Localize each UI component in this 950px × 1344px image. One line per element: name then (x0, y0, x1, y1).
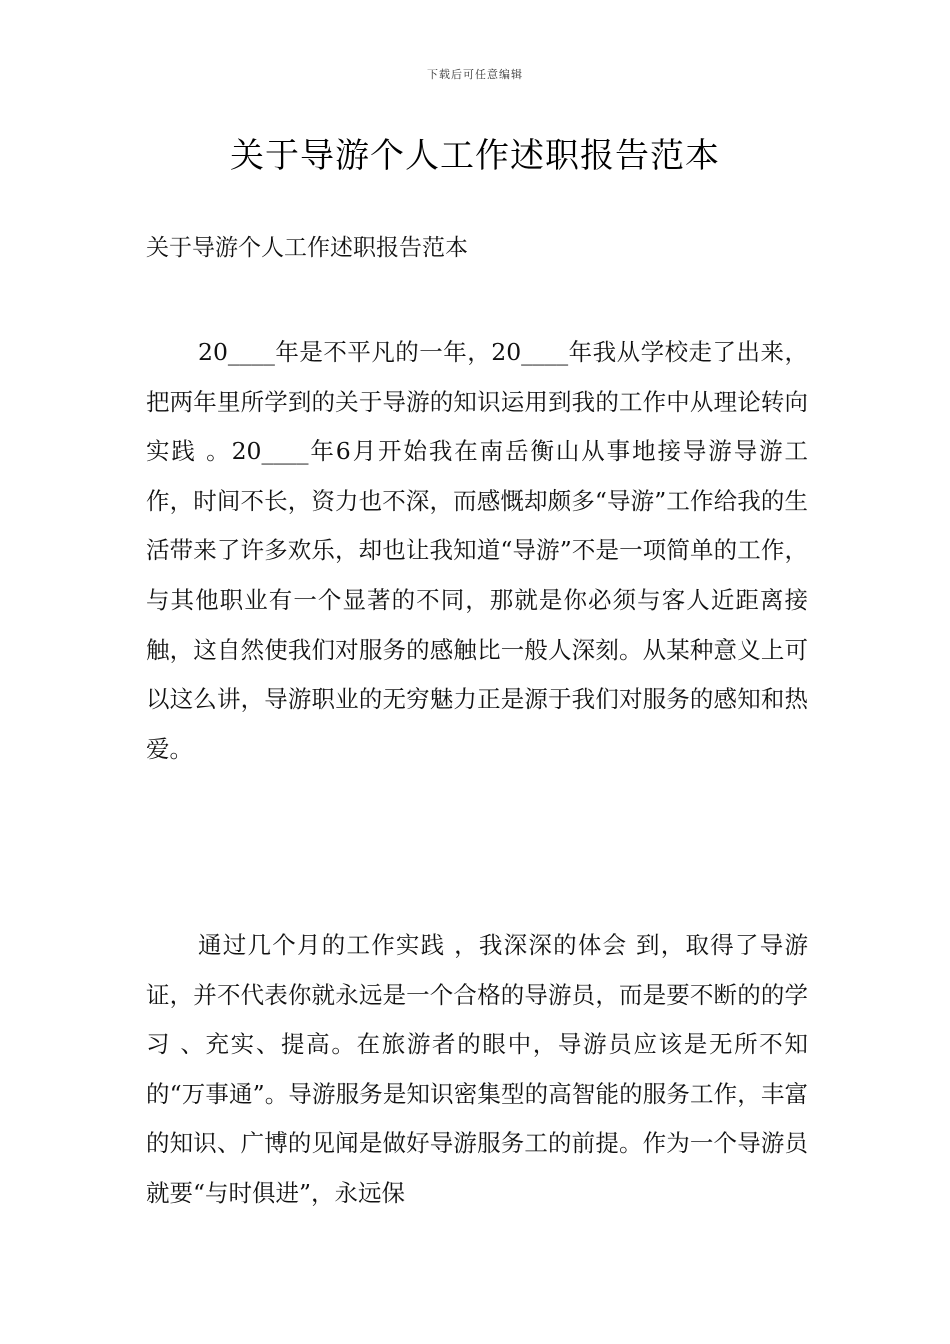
header-note: 下载后可任意编辑 (427, 68, 523, 81)
document-title: 关于导游个人工作述职报告范本 (230, 136, 720, 176)
document-subtitle: 关于导游个人工作述职报告范本 (146, 235, 468, 261)
body-paragraph-2: 通过几个月的工作实践 ，我深深的体会 到，取得了导游证，并不代表你就永远是一个合格的导游员，而是要不断的的学习 、充实、提高。在旅游者的眼中，导游员应该是无所不知的“万事通”。导游服务是知识密集型的高智能的服务工作，丰富的知识、广博的见闻是做好导游服务工的前提。作为一个导游员就要“与时俱进”，永远保 (146, 931, 808, 1207)
body-paragraph-1: 20____年是不平凡的一年，20____年我从学校走了出来，把两年里所学到的关于导游的知识运用到我的工作中从理论转向实践 。20____年6月开始我在南岳衡山从事地接导游导游工作，时间不长，资力也不深，而感慨却颇多“导游”工作给我的生活带来了许多欢乐，却也让我知道“导游”不是一项简单的工作，与其他职业有一个显著的不同，那就是你必须与客人近距离接触，这自然使我们对服务的感触比一般人深刻。从某种意义上可以这么讲，导游职业的无穷魅力正是源于我们对服务的感知和热爱。 (146, 338, 808, 763)
